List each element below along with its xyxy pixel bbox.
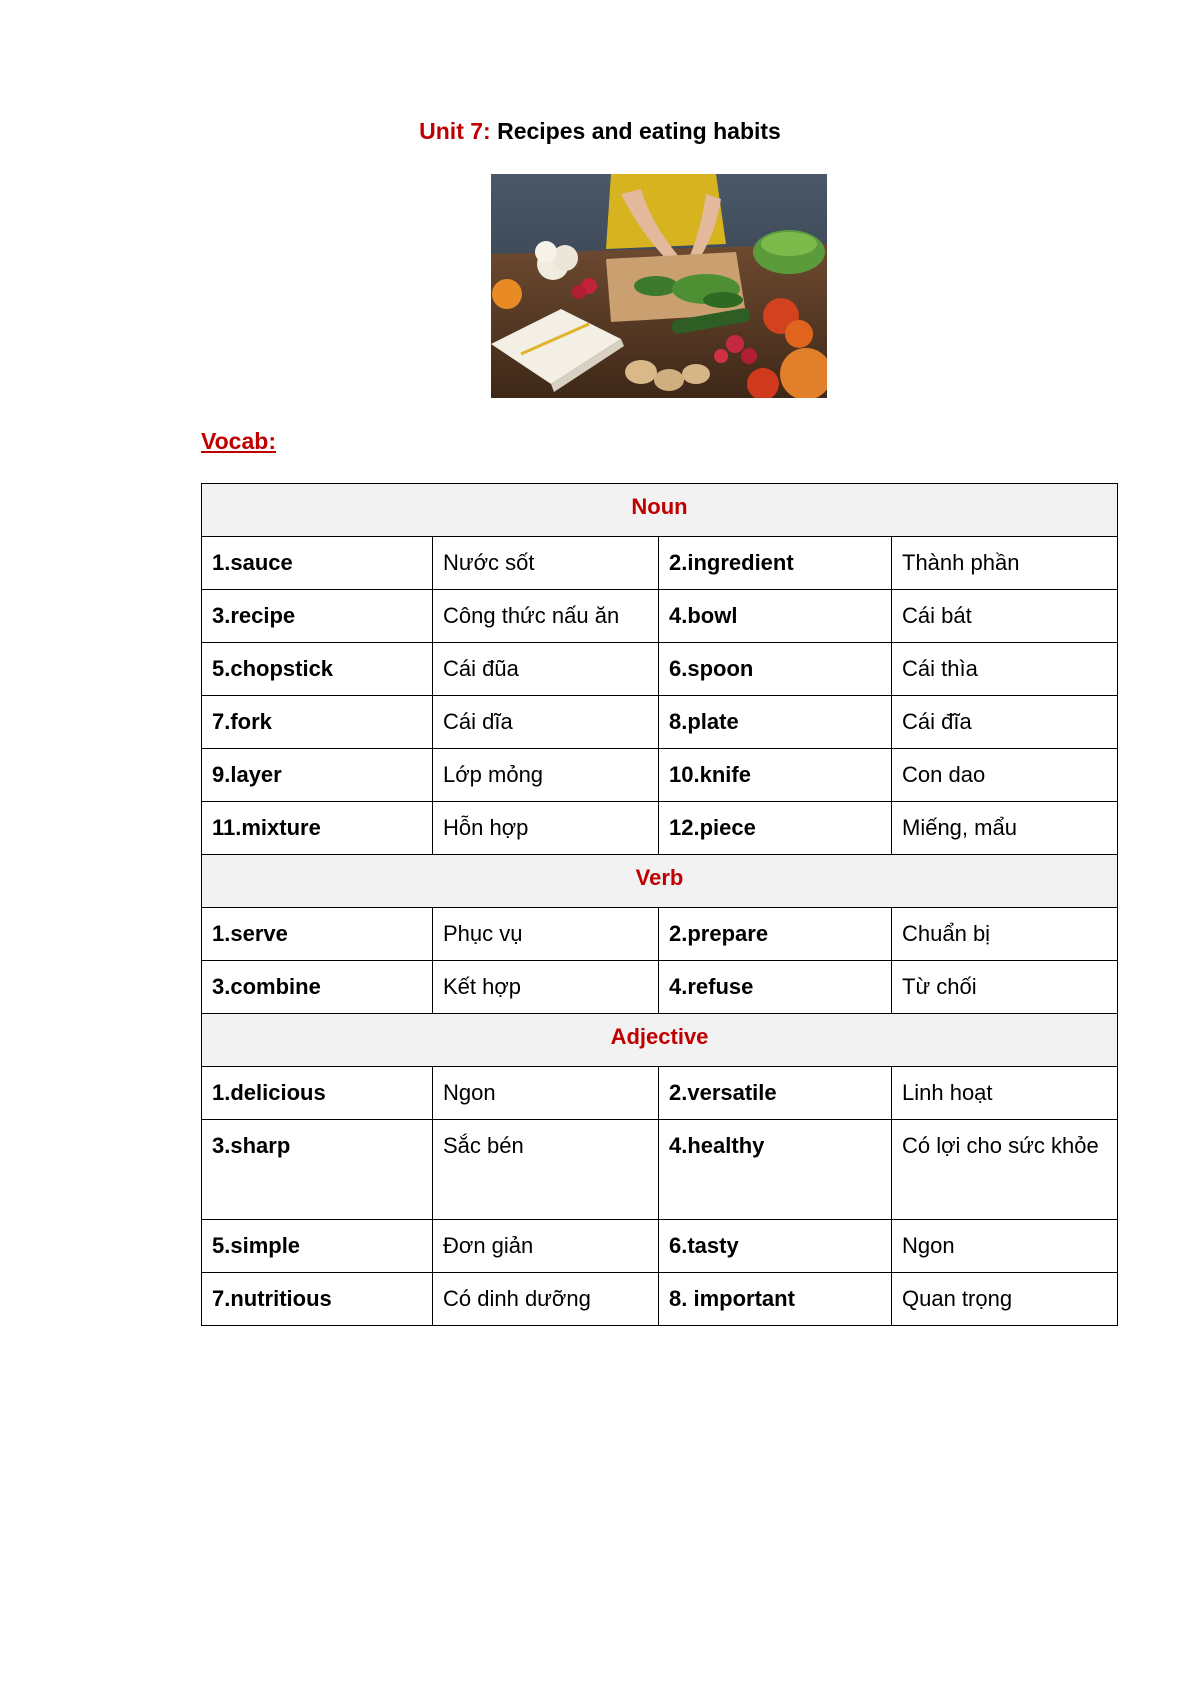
english-word: 6.tasty xyxy=(659,1220,892,1273)
vietnamese-meaning: Đơn giản xyxy=(433,1220,659,1273)
vocab-table xyxy=(201,483,1118,1326)
table-row xyxy=(202,1220,1118,1273)
vocab-heading: Vocab: xyxy=(201,428,276,454)
english-word: 6.spoon xyxy=(659,643,892,696)
english-word: 3.sharp xyxy=(202,1120,433,1220)
table-row xyxy=(202,961,1118,1014)
english-word: 11.mixture xyxy=(202,802,433,855)
section-header-verb xyxy=(202,855,1118,908)
vietnamese-meaning: Hỗn hợp xyxy=(433,802,659,855)
vietnamese-meaning: Phục vụ xyxy=(433,908,659,961)
english-word: 4.bowl xyxy=(659,590,892,643)
vietnamese-meaning: Có lợi cho sức khỏe xyxy=(892,1120,1118,1220)
vietnamese-meaning: Ngon xyxy=(892,1220,1118,1273)
vietnamese-meaning: Sắc bén xyxy=(433,1120,659,1220)
vietnamese-meaning: Có dinh dưỡng xyxy=(433,1273,659,1326)
english-word: 5.chopstick xyxy=(202,643,433,696)
english-word: 2.versatile xyxy=(659,1067,892,1120)
cooking-photo xyxy=(491,174,827,398)
vietnamese-meaning: Từ chối xyxy=(892,961,1118,1014)
vietnamese-meaning: Con dao xyxy=(892,749,1118,802)
table-row xyxy=(202,537,1118,590)
vietnamese-meaning: Nước sốt xyxy=(433,537,659,590)
english-word: 12.piece xyxy=(659,802,892,855)
english-word: 1.serve xyxy=(202,908,433,961)
english-word: 4.healthy xyxy=(659,1120,892,1220)
english-word: 7.nutritious xyxy=(202,1273,433,1326)
vietnamese-meaning: Chuẩn bị xyxy=(892,908,1118,961)
section-header-noun xyxy=(202,484,1118,537)
page-title xyxy=(0,118,1200,145)
vietnamese-meaning: Kết hợp xyxy=(433,961,659,1014)
english-word: 4.refuse xyxy=(659,961,892,1014)
vietnamese-meaning: Cái bát xyxy=(892,590,1118,643)
table-row xyxy=(202,1067,1118,1120)
vietnamese-meaning: Linh hoạt xyxy=(892,1067,1118,1120)
english-word: 10.knife xyxy=(659,749,892,802)
table-row xyxy=(202,749,1118,802)
english-word: 5.simple xyxy=(202,1220,433,1273)
table-row xyxy=(202,1273,1118,1326)
vietnamese-meaning: Thành phần xyxy=(892,537,1118,590)
english-word: 2.prepare xyxy=(659,908,892,961)
unit-label: Unit 7: xyxy=(419,118,491,144)
vietnamese-meaning: Công thức nấu ăn xyxy=(433,590,659,643)
english-word: 7.fork xyxy=(202,696,433,749)
section-title: Noun xyxy=(202,484,1118,537)
section-title: Adjective xyxy=(202,1014,1118,1067)
english-word: 2.ingredient xyxy=(659,537,892,590)
english-word: 3.combine xyxy=(202,961,433,1014)
vietnamese-meaning: Cái đũa xyxy=(433,643,659,696)
vietnamese-meaning: Lớp mỏng xyxy=(433,749,659,802)
vietnamese-meaning: Miếng, mẩu xyxy=(892,802,1118,855)
english-word: 8. important xyxy=(659,1273,892,1326)
table-row xyxy=(202,802,1118,855)
unit-title: Recipes and eating habits xyxy=(497,118,781,144)
table-row xyxy=(202,590,1118,643)
table-row xyxy=(202,643,1118,696)
section-title: Verb xyxy=(202,855,1118,908)
vietnamese-meaning: Cái thìa xyxy=(892,643,1118,696)
english-word: 1.delicious xyxy=(202,1067,433,1120)
table-row xyxy=(202,1120,1118,1220)
english-word: 8.plate xyxy=(659,696,892,749)
vietnamese-meaning: Quan trọng xyxy=(892,1273,1118,1326)
english-word: 3.recipe xyxy=(202,590,433,643)
vietnamese-meaning: Cái dĩa xyxy=(433,696,659,749)
table-row xyxy=(202,908,1118,961)
table-row xyxy=(202,696,1118,749)
english-word: 1.sauce xyxy=(202,537,433,590)
vietnamese-meaning: Cái đĩa xyxy=(892,696,1118,749)
vietnamese-meaning: Ngon xyxy=(433,1067,659,1120)
english-word: 9.layer xyxy=(202,749,433,802)
section-header-adjective xyxy=(202,1014,1118,1067)
